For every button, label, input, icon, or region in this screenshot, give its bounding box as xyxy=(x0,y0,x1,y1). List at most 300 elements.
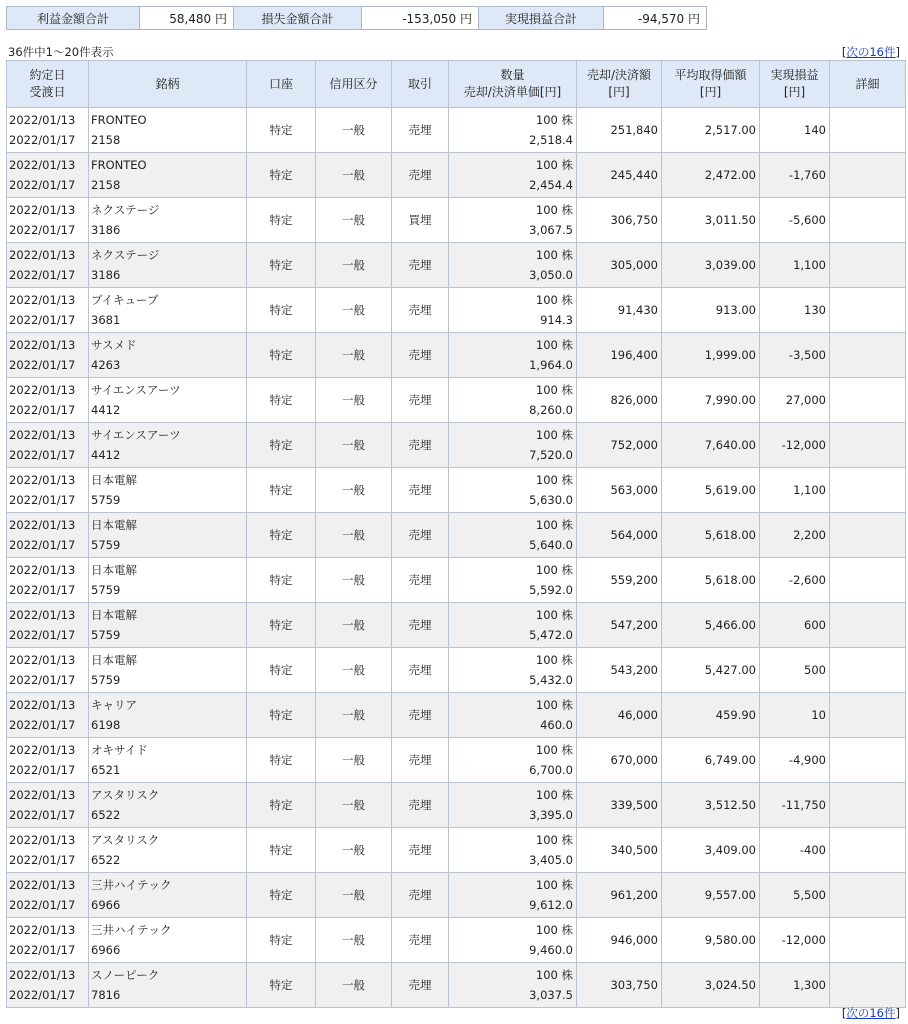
stock-code: 5759 xyxy=(91,583,121,597)
cell-amount xyxy=(577,423,662,468)
cell-trade xyxy=(392,513,449,558)
settle-price: 1,964.0 xyxy=(529,358,573,372)
cell-amount xyxy=(577,288,662,333)
settle-price: 5,630.0 xyxy=(529,493,573,507)
cell-detail xyxy=(830,603,906,648)
account-type: 特定 xyxy=(269,483,293,497)
cell-pnl xyxy=(760,828,830,873)
stock-name: スノーピーク xyxy=(91,968,160,982)
trade-type: 売埋 xyxy=(408,168,432,182)
cell-account xyxy=(247,963,316,1008)
cell-pnl xyxy=(760,783,830,828)
stock-code: 4412 xyxy=(91,403,121,417)
cell-qty xyxy=(449,693,577,738)
avg-cost: 6,749.00 xyxy=(704,753,756,767)
settle-price: 2,454.4 xyxy=(529,178,573,192)
cell-qty xyxy=(449,288,577,333)
cell-credit xyxy=(316,513,392,558)
cell-detail xyxy=(830,828,906,873)
cell-stock xyxy=(89,243,247,288)
cell-pnl xyxy=(760,468,830,513)
cell-amount xyxy=(577,468,662,513)
credit-type: 一般 xyxy=(342,258,365,272)
realized-pnl: 5,500 xyxy=(793,888,826,902)
cell-trade xyxy=(392,783,449,828)
realized-pnl: -400 xyxy=(799,843,826,857)
table-row xyxy=(7,738,906,783)
avg-cost: 5,466.00 xyxy=(704,618,756,632)
cell-trade xyxy=(392,468,449,513)
cell-trade xyxy=(392,828,449,873)
cell-stock xyxy=(89,558,247,603)
cell-detail xyxy=(830,738,906,783)
settle-date: 2022/01/17 xyxy=(9,673,76,687)
cell-detail xyxy=(830,333,906,378)
table-row xyxy=(7,333,906,378)
cell-dates xyxy=(7,288,89,333)
trade-date: 2022/01/13 xyxy=(9,968,76,982)
avg-cost: 9,580.00 xyxy=(704,933,756,947)
realized-pnl: 2,200 xyxy=(793,528,826,542)
quantity: 100 株 xyxy=(535,383,573,397)
cell-trade xyxy=(392,873,449,918)
credit-type: 一般 xyxy=(342,348,365,362)
stock-code: 5759 xyxy=(91,628,121,642)
cell-credit xyxy=(316,333,392,378)
credit-type: 一般 xyxy=(342,933,365,947)
cell-stock xyxy=(89,333,247,378)
settle-date: 2022/01/17 xyxy=(9,538,76,552)
quantity: 100 株 xyxy=(535,473,573,487)
cell-amount xyxy=(577,378,662,423)
cell-amount xyxy=(577,828,662,873)
avg-cost: 913.00 xyxy=(715,303,756,317)
cell-detail xyxy=(830,513,906,558)
trade-date: 2022/01/13 xyxy=(9,743,76,757)
realized-pnl: -4,900 xyxy=(788,753,826,767)
account-type: 特定 xyxy=(269,123,293,137)
settle-amount: 559,200 xyxy=(610,573,658,587)
cell-dates xyxy=(7,603,89,648)
stock-code: 3681 xyxy=(91,313,121,327)
table-row xyxy=(7,108,906,153)
cell-stock xyxy=(89,963,247,1008)
cell-dates xyxy=(7,783,89,828)
trade-type: 売埋 xyxy=(408,123,432,137)
cell-avg xyxy=(662,153,760,198)
settle-price: 5,640.0 xyxy=(529,538,573,552)
account-type: 特定 xyxy=(269,843,293,857)
cell-qty xyxy=(449,828,577,873)
cell-dates xyxy=(7,423,89,468)
account-type: 特定 xyxy=(269,978,293,992)
cell-pnl xyxy=(760,288,830,333)
quantity: 100 株 xyxy=(535,968,573,982)
cell-pnl xyxy=(760,603,830,648)
cell-trade xyxy=(392,333,449,378)
quantity: 100 株 xyxy=(535,923,573,937)
cell-avg xyxy=(662,693,760,738)
trade-date: 2022/01/13 xyxy=(9,473,76,487)
cell-dates xyxy=(7,738,89,783)
cell-stock xyxy=(89,648,247,693)
stock-code: 3186 xyxy=(91,268,121,282)
cell-qty xyxy=(449,108,577,153)
cell-stock xyxy=(89,468,247,513)
next-page-link[interactable]: 次の16件 xyxy=(846,45,896,59)
cell-stock xyxy=(89,783,247,828)
cell-pnl xyxy=(760,108,830,153)
cell-dates xyxy=(7,198,89,243)
cell-amount xyxy=(577,918,662,963)
header-account: 口座 xyxy=(247,61,316,108)
header-name: 銘柄 xyxy=(89,61,247,108)
stock-name: キャリア xyxy=(91,698,137,712)
cell-credit xyxy=(316,198,392,243)
pager-top: [次の16件] xyxy=(841,45,900,59)
cell-credit xyxy=(316,288,392,333)
cell-detail xyxy=(830,648,906,693)
settle-date: 2022/01/17 xyxy=(9,178,76,192)
cell-trade xyxy=(392,558,449,603)
cell-trade xyxy=(392,693,449,738)
realized-pnl: -1,760 xyxy=(788,168,826,182)
avg-cost: 3,011.50 xyxy=(704,213,756,227)
avg-cost: 459.90 xyxy=(715,708,756,722)
trade-date: 2022/01/13 xyxy=(9,518,76,532)
avg-cost: 3,409.00 xyxy=(704,843,756,857)
table-row xyxy=(7,288,906,333)
settle-date: 2022/01/17 xyxy=(9,448,76,462)
cell-amount xyxy=(577,333,662,378)
settle-amount: 946,000 xyxy=(610,933,658,947)
realized-pnl: 1,100 xyxy=(793,483,826,497)
cell-avg xyxy=(662,963,760,1008)
credit-type: 一般 xyxy=(342,753,365,767)
cell-detail xyxy=(830,108,906,153)
settle-price: 3,050.0 xyxy=(529,268,573,282)
settle-amount: 564,000 xyxy=(610,528,658,542)
cell-pnl xyxy=(760,873,830,918)
settle-amount: 245,440 xyxy=(610,168,658,182)
avg-cost: 1,999.00 xyxy=(704,348,756,362)
quantity: 100 株 xyxy=(535,833,573,847)
cell-credit xyxy=(316,468,392,513)
table-row xyxy=(7,423,906,468)
cell-stock xyxy=(89,423,247,468)
cell-avg xyxy=(662,918,760,963)
cell-stock xyxy=(89,693,247,738)
trade-date: 2022/01/13 xyxy=(9,698,76,712)
settle-amount: 340,500 xyxy=(610,843,658,857)
header-amount: 売却/決済額 [円] xyxy=(577,61,662,108)
settle-amount: 961,200 xyxy=(610,888,658,902)
cell-avg xyxy=(662,828,760,873)
settle-date: 2022/01/17 xyxy=(9,493,76,507)
credit-type: 一般 xyxy=(342,168,365,182)
stock-name: サイエンスアーツ xyxy=(91,428,181,442)
cell-credit xyxy=(316,243,392,288)
cell-account xyxy=(247,603,316,648)
settle-amount: 752,000 xyxy=(610,438,658,452)
cell-credit xyxy=(316,153,392,198)
settle-price: 2,518.4 xyxy=(529,133,573,147)
cell-credit xyxy=(316,378,392,423)
stock-code: 6198 xyxy=(91,718,121,732)
cell-account xyxy=(247,918,316,963)
cell-credit xyxy=(316,693,392,738)
stock-code: 5759 xyxy=(91,493,121,507)
realized-pnl: -12,000 xyxy=(781,933,826,947)
cell-amount xyxy=(577,198,662,243)
cell-account xyxy=(247,153,316,198)
quantity: 100 株 xyxy=(535,563,573,577)
credit-type: 一般 xyxy=(342,438,365,452)
settle-amount: 339,500 xyxy=(610,798,658,812)
cell-avg xyxy=(662,558,760,603)
account-type: 特定 xyxy=(269,753,293,767)
realized-pnl: 27,000 xyxy=(785,393,826,407)
credit-type: 一般 xyxy=(342,123,365,137)
stock-code: 6966 xyxy=(91,943,121,957)
settle-price: 7,520.0 xyxy=(529,448,573,462)
cell-pnl xyxy=(760,963,830,1008)
cell-credit xyxy=(316,423,392,468)
loss-total-value: -153,050 円 xyxy=(362,7,479,30)
settle-price: 5,592.0 xyxy=(529,583,573,597)
cell-trade xyxy=(392,423,449,468)
cell-account xyxy=(247,198,316,243)
settle-date: 2022/01/17 xyxy=(9,403,76,417)
settle-amount: 303,750 xyxy=(610,978,658,992)
cell-pnl xyxy=(760,558,830,603)
header-pnl: 実現損益 [円] xyxy=(760,61,830,108)
settle-price: 3,037.5 xyxy=(529,988,573,1002)
avg-cost: 3,024.50 xyxy=(704,978,756,992)
trade-date: 2022/01/13 xyxy=(9,563,76,577)
cell-stock xyxy=(89,918,247,963)
stock-code: 4263 xyxy=(91,358,121,372)
cell-credit xyxy=(316,648,392,693)
result-count: 36件中1～20件表示 xyxy=(8,45,114,59)
stock-name: FRONTEO xyxy=(91,158,147,172)
trade-type: 売埋 xyxy=(408,618,432,632)
cell-dates xyxy=(7,153,89,198)
settle-price: 3,405.0 xyxy=(529,853,573,867)
settle-price: 5,432.0 xyxy=(529,673,573,687)
credit-type: 一般 xyxy=(342,573,365,587)
settle-date: 2022/01/17 xyxy=(9,853,76,867)
stock-name: 日本電解 xyxy=(91,473,137,487)
stock-name: FRONTEO xyxy=(91,113,147,127)
cell-qty xyxy=(449,783,577,828)
trade-type: 売埋 xyxy=(408,708,432,722)
realized-total-value: -94,570 円 xyxy=(604,7,707,30)
quantity: 100 株 xyxy=(535,338,573,352)
cell-account xyxy=(247,423,316,468)
realized-pnl: 600 xyxy=(804,618,826,632)
credit-type: 一般 xyxy=(342,843,365,857)
cell-qty xyxy=(449,468,577,513)
cell-stock xyxy=(89,108,247,153)
account-type: 特定 xyxy=(269,663,293,677)
quantity: 100 株 xyxy=(535,743,573,757)
quantity: 100 株 xyxy=(535,518,573,532)
trade-date: 2022/01/13 xyxy=(9,113,76,127)
cell-detail xyxy=(830,873,906,918)
account-type: 特定 xyxy=(269,528,293,542)
cell-detail xyxy=(830,378,906,423)
cell-amount xyxy=(577,648,662,693)
cell-avg xyxy=(662,378,760,423)
settle-amount: 251,840 xyxy=(610,123,658,137)
cell-trade xyxy=(392,288,449,333)
cell-amount xyxy=(577,783,662,828)
realized-pnl: -3,500 xyxy=(788,348,826,362)
cell-avg xyxy=(662,108,760,153)
trade-date: 2022/01/13 xyxy=(9,338,76,352)
realized-pnl: 130 xyxy=(804,303,826,317)
quantity: 100 株 xyxy=(535,248,573,262)
trade-type: 売埋 xyxy=(408,663,432,677)
account-type: 特定 xyxy=(269,573,293,587)
cell-qty xyxy=(449,513,577,558)
cell-account xyxy=(247,468,316,513)
settle-amount: 670,000 xyxy=(610,753,658,767)
settle-amount: 196,400 xyxy=(610,348,658,362)
settle-price: 6,700.0 xyxy=(529,763,573,777)
cell-pnl xyxy=(760,423,830,468)
realized-total-label: 実現損益合計 xyxy=(479,7,604,30)
realized-pnl: 1,100 xyxy=(793,258,826,272)
cell-dates xyxy=(7,378,89,423)
table-row xyxy=(7,603,906,648)
credit-type: 一般 xyxy=(342,888,365,902)
cell-avg xyxy=(662,198,760,243)
cell-trade xyxy=(392,243,449,288)
credit-type: 一般 xyxy=(342,618,365,632)
stock-name: アスタリスク xyxy=(91,833,160,847)
realized-pnl: -11,750 xyxy=(781,798,826,812)
cell-credit xyxy=(316,783,392,828)
cell-pnl xyxy=(760,738,830,783)
cell-avg xyxy=(662,288,760,333)
cell-credit xyxy=(316,963,392,1008)
avg-cost: 5,618.00 xyxy=(704,573,756,587)
cell-account xyxy=(247,333,316,378)
cell-qty xyxy=(449,423,577,468)
cell-qty xyxy=(449,243,577,288)
table-row xyxy=(7,378,906,423)
stock-name: ネクステージ xyxy=(91,248,160,262)
settle-date: 2022/01/17 xyxy=(9,313,76,327)
cell-credit xyxy=(316,873,392,918)
stock-name: 日本電解 xyxy=(91,518,137,532)
stock-code: 7816 xyxy=(91,988,121,1002)
quantity: 100 株 xyxy=(535,698,573,712)
account-type: 特定 xyxy=(269,888,293,902)
stock-code: 3186 xyxy=(91,223,121,237)
avg-cost: 2,472.00 xyxy=(704,168,756,182)
cell-pnl xyxy=(760,198,830,243)
cell-qty xyxy=(449,378,577,423)
cell-avg xyxy=(662,738,760,783)
account-type: 特定 xyxy=(269,258,293,272)
cell-credit xyxy=(316,828,392,873)
cell-trade xyxy=(392,918,449,963)
cell-detail xyxy=(830,198,906,243)
cell-stock xyxy=(89,153,247,198)
realized-pnl: -2,600 xyxy=(788,573,826,587)
settle-date: 2022/01/17 xyxy=(9,718,76,732)
cell-pnl xyxy=(760,693,830,738)
header-detail: 詳細 xyxy=(830,61,906,108)
settle-amount: 46,000 xyxy=(617,708,658,722)
avg-cost: 7,990.00 xyxy=(704,393,756,407)
trade-date: 2022/01/13 xyxy=(9,653,76,667)
cell-pnl xyxy=(760,918,830,963)
settle-date: 2022/01/17 xyxy=(9,988,76,1002)
table-row xyxy=(7,468,906,513)
cell-qty xyxy=(449,648,577,693)
settle-price: 5,472.0 xyxy=(529,628,573,642)
realized-pnl: -5,600 xyxy=(788,213,826,227)
quantity: 100 株 xyxy=(535,428,573,442)
avg-cost: 2,517.00 xyxy=(704,123,756,137)
cell-stock xyxy=(89,288,247,333)
cell-account xyxy=(247,828,316,873)
cell-pnl xyxy=(760,648,830,693)
settle-date: 2022/01/17 xyxy=(9,268,76,282)
settle-price: 8,260.0 xyxy=(529,403,573,417)
trade-date: 2022/01/13 xyxy=(9,383,76,397)
cell-stock xyxy=(89,198,247,243)
cell-detail xyxy=(830,918,906,963)
cell-amount xyxy=(577,558,662,603)
table-row xyxy=(7,198,906,243)
next-page-link-bottom[interactable]: 次の16件 xyxy=(846,1006,896,1020)
cell-account xyxy=(247,738,316,783)
account-type: 特定 xyxy=(269,618,293,632)
cell-account xyxy=(247,648,316,693)
account-type: 特定 xyxy=(269,798,293,812)
cell-trade xyxy=(392,198,449,243)
stock-name: サスメド xyxy=(91,338,137,352)
cell-dates xyxy=(7,108,89,153)
account-type: 特定 xyxy=(269,303,293,317)
table-row xyxy=(7,783,906,828)
cell-avg xyxy=(662,648,760,693)
cell-avg xyxy=(662,468,760,513)
header-qty: 数量 売却/決済単価[円] xyxy=(449,61,577,108)
trade-history-table xyxy=(6,60,906,1008)
trade-type: 売埋 xyxy=(408,753,432,767)
settle-date: 2022/01/17 xyxy=(9,628,76,642)
realized-pnl: 10 xyxy=(811,708,826,722)
trade-type: 売埋 xyxy=(408,303,432,317)
stock-code: 2158 xyxy=(91,178,121,192)
stock-code: 6521 xyxy=(91,763,121,777)
cell-trade xyxy=(392,378,449,423)
table-row xyxy=(7,963,906,1008)
cell-avg xyxy=(662,513,760,558)
cell-account xyxy=(247,288,316,333)
cell-detail xyxy=(830,963,906,1008)
table-row xyxy=(7,828,906,873)
cell-credit xyxy=(316,738,392,783)
summary-table xyxy=(6,6,707,30)
cell-avg xyxy=(662,333,760,378)
